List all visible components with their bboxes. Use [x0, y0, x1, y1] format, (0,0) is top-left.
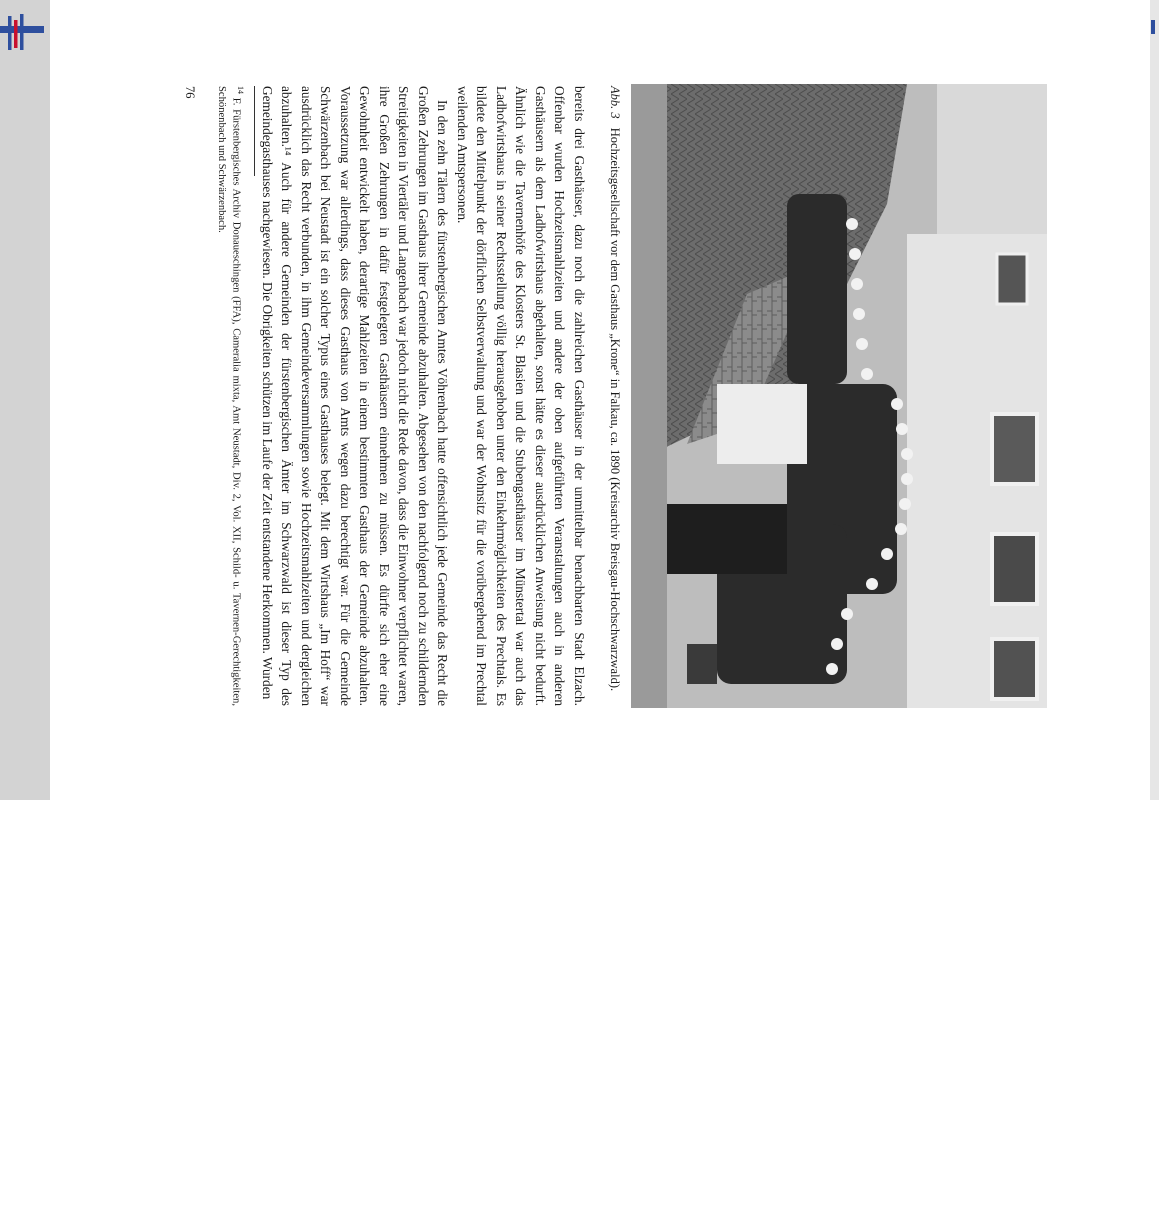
page-number: 76 — [183, 86, 197, 99]
bookmark-icon — [1151, 20, 1155, 34]
paragraph-2: In den zehn Tälern des fürstenbergischen Amtes Vöhrenbach hatte offensichtlich jede Gemeinde das Recht die Großen Zehrungen im Gasthaus ihrer Gemeinde abzuhalten. Abgesehen von den nachfolgend noch zu schildernden Streitigkeiten in Viertäler und Langenbach war jedoch nicht die Rede davon, dass die Einwohner verpflichtet waren, ihre Großen Zehrungen in dafür festgelegten Gasthäusern einnehmen zu müssen. Es dürfte sich eher eine Gewohnheit entwickelt haben, derartige Mahlzeiten in einem bestimmten Gasthaus der Gemeinde abzuhalten. Voraussetzung war allerdings, dass dieses Gasthaus von Amts wegen dazu berechtigt war. Für die Gemeinde Schwärzenbach bei Neustadt ist ein solcher Typus eines Gasthauses belegt. Mit dem Wirtshaus „Im Hoff“ war ausdrücklich das Recht verbunden, in ihm Gemeindeversammlungen sowie Hochzeitsmahlzeiten und dergleichen abzuhalten.¹⁴ Auch für andere Gemeinden der fürstenbergischen Ämter im Schwarzwald ist dieser Typ des Gemeindegasthauses nachgewiesen. Die Obrigkeiten schützen im Laufe der Zeit entstandene Herkommen. Wurden — [260, 86, 451, 706]
scanned-page — [107, 80, 1047, 720]
paragraph-1: bereits drei Gasthäuser, dazu noch die zahlreichen Gasthäuser in der unmittelbar benachbarten Stadt Elzach. Offenbar wurden Hochzeitsmahlzeiten und andere der oben aufgeführten Veranstaltungen auch in anderen Gasthäusern als dem Ladhofwirtshaus abgehalten, sonst hätte es dieser ausdrücklichen Anweisung nicht bedurft. Ähnlich wie die Tavernenhöfe des Klosters St. Blasien und die Stubengasthäuser im Münstertal war auch das Ladhofwirtshaus in seiner Rechtsstellung völlig herausgehoben unter den Einkehrmöglichkeiten des Prechtals. Es bildete den Mittelpunkt der dörflichen Selbstverwaltung und war der Wohnsitz für die vorübergehend im Prechtal weilenden Amtspersonen. — [455, 86, 587, 706]
figure-caption-text: Hochzeitsgesellschaft vor dem Gasthaus „Krone“ in Falkau, ca. 1890 (Kreisarchiv Breisgau-Hochschwarzwald). — [608, 127, 622, 692]
viewer-sidebar — [0, 0, 50, 800]
footnote — [214, 86, 247, 706]
body-text — [258, 86, 590, 706]
viewer-right-strip — [1150, 0, 1159, 800]
figure-label: Abb. 3 — [608, 86, 622, 119]
historic-photograph — [631, 84, 1047, 708]
footnote-number: 14 — [236, 86, 245, 94]
figure-caption — [607, 86, 623, 706]
footnote-divider — [254, 86, 255, 176]
footnote-text: F. Fürstenbergisches Archiv Donaueschingen (FFA), Cameralia mixta, Amt Neustadt, Div. 2, Vol. XII, Schild- u. Tavernen-Gerechtigkeiten, Schönenbach und Schwärzenbach. — [216, 86, 242, 707]
